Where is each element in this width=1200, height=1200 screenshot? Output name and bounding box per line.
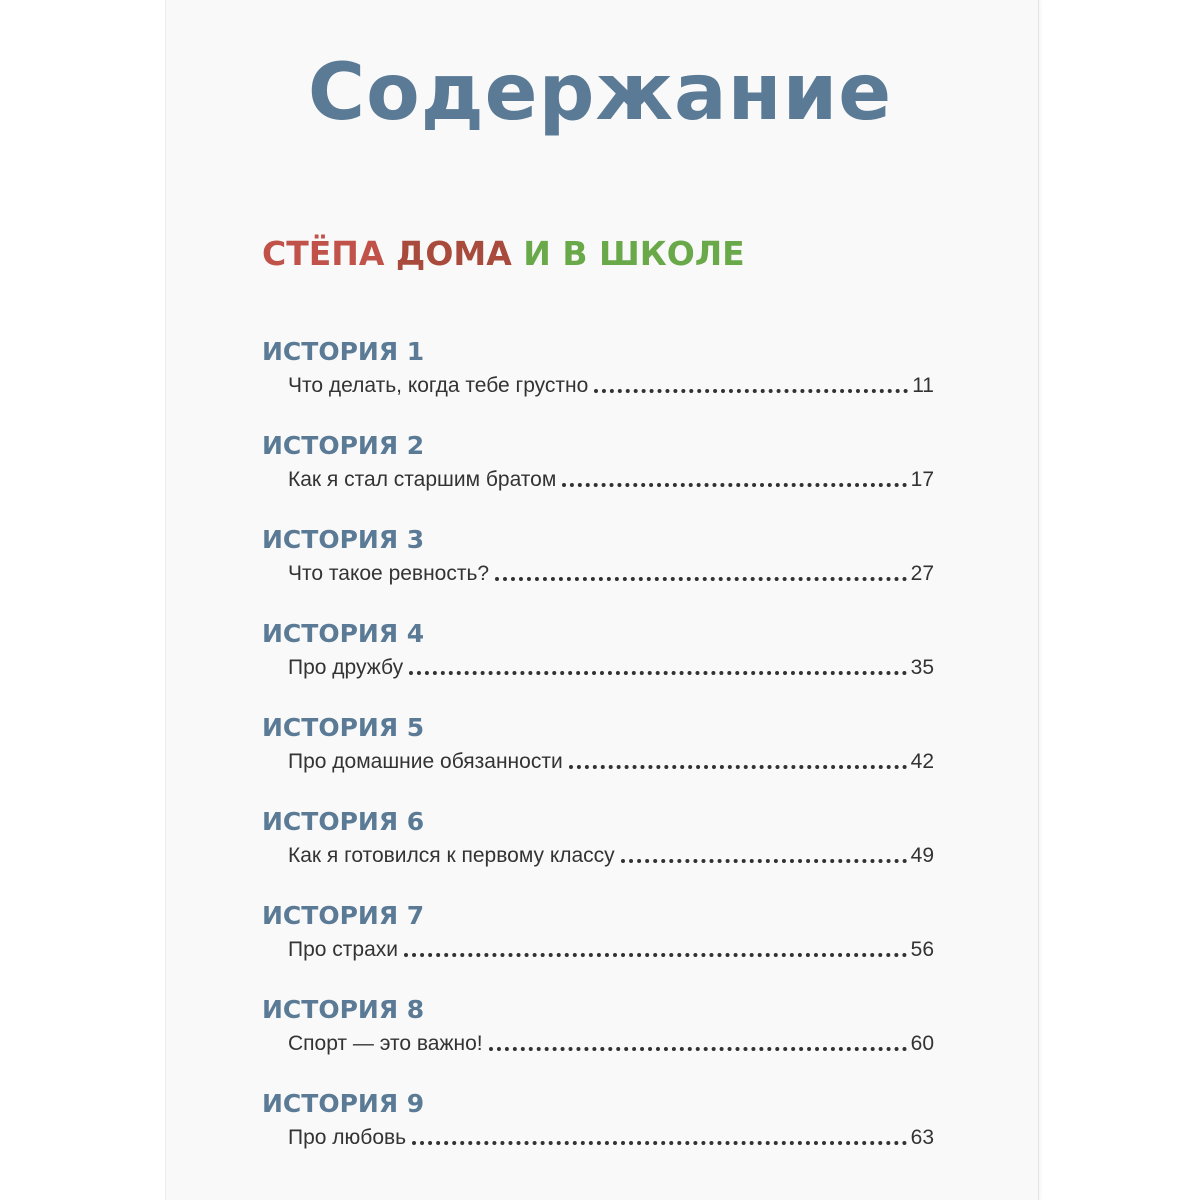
page-number: 27 bbox=[910, 562, 934, 585]
story-label: ИСТОРИЯ 3 bbox=[262, 525, 425, 554]
story-label: ИСТОРИЯ 4 bbox=[262, 619, 425, 648]
story-line bbox=[288, 1122, 934, 1152]
story-line bbox=[288, 370, 934, 400]
toc-entry[interactable] bbox=[262, 712, 934, 792]
dot-leader bbox=[489, 1047, 907, 1051]
dot-leader bbox=[404, 953, 907, 957]
story-title: Как я готовился к первому классу bbox=[288, 844, 615, 867]
dot-leader bbox=[621, 859, 907, 863]
story-label: ИСТОРИЯ 6 bbox=[262, 807, 425, 836]
story-title: Про домашние обязанности bbox=[288, 750, 563, 773]
story-title: Про дружбу bbox=[288, 656, 404, 679]
toc-entry[interactable] bbox=[262, 806, 934, 886]
section-heading-part-doma: ДОМА bbox=[395, 234, 524, 273]
dot-leader bbox=[412, 1141, 907, 1145]
story-line bbox=[288, 840, 934, 870]
story-title: Спорт — это важно! bbox=[288, 1032, 483, 1055]
page-number: 42 bbox=[910, 750, 934, 773]
toc-entry[interactable] bbox=[262, 430, 934, 510]
toc-entry[interactable] bbox=[262, 1088, 934, 1168]
story-title: Что делать, когда тебе грустно bbox=[288, 374, 589, 397]
toc-entry[interactable] bbox=[262, 994, 934, 1074]
dot-leader bbox=[569, 765, 907, 769]
page-number: 60 bbox=[910, 1032, 934, 1055]
page-number: 11 bbox=[912, 374, 934, 397]
story-title: Про страхи bbox=[288, 938, 398, 961]
section-heading-part-v-shkole: И В ШКОЛЕ bbox=[523, 234, 745, 273]
story-label: ИСТОРИЯ 7 bbox=[262, 901, 425, 930]
dot-leader bbox=[562, 483, 906, 487]
story-title: Как я стал старшим братом bbox=[288, 468, 557, 491]
story-line bbox=[288, 1028, 934, 1058]
page-number: 17 bbox=[910, 468, 934, 491]
page-number: 56 bbox=[910, 938, 934, 961]
page-number: 35 bbox=[910, 656, 934, 679]
story-title: Про любовь bbox=[288, 1126, 407, 1149]
story-line bbox=[288, 558, 934, 588]
story-label: ИСТОРИЯ 2 bbox=[262, 431, 425, 460]
story-line bbox=[288, 746, 934, 776]
story-title: Что такое ревность? bbox=[288, 562, 490, 585]
story-line bbox=[288, 652, 934, 682]
dot-leader bbox=[594, 389, 908, 393]
dot-leader bbox=[495, 577, 907, 581]
section-heading bbox=[262, 232, 745, 276]
section-heading-part-stepa: СТЁПА bbox=[262, 234, 396, 273]
toc-entry[interactable] bbox=[262, 336, 934, 416]
story-label: ИСТОРИЯ 9 bbox=[262, 1089, 425, 1118]
page-number: 63 bbox=[910, 1126, 934, 1149]
page-title: Содержание bbox=[307, 48, 893, 138]
dot-leader bbox=[409, 671, 907, 675]
toc-entry[interactable] bbox=[262, 618, 934, 698]
story-label: ИСТОРИЯ 5 bbox=[262, 713, 425, 742]
story-label: ИСТОРИЯ 8 bbox=[262, 995, 425, 1024]
story-line bbox=[288, 934, 934, 964]
toc-entry[interactable] bbox=[262, 524, 934, 604]
story-line bbox=[288, 464, 934, 494]
page-number: 49 bbox=[910, 844, 934, 867]
story-label: ИСТОРИЯ 1 bbox=[262, 337, 425, 366]
toc-entry[interactable] bbox=[262, 900, 934, 980]
